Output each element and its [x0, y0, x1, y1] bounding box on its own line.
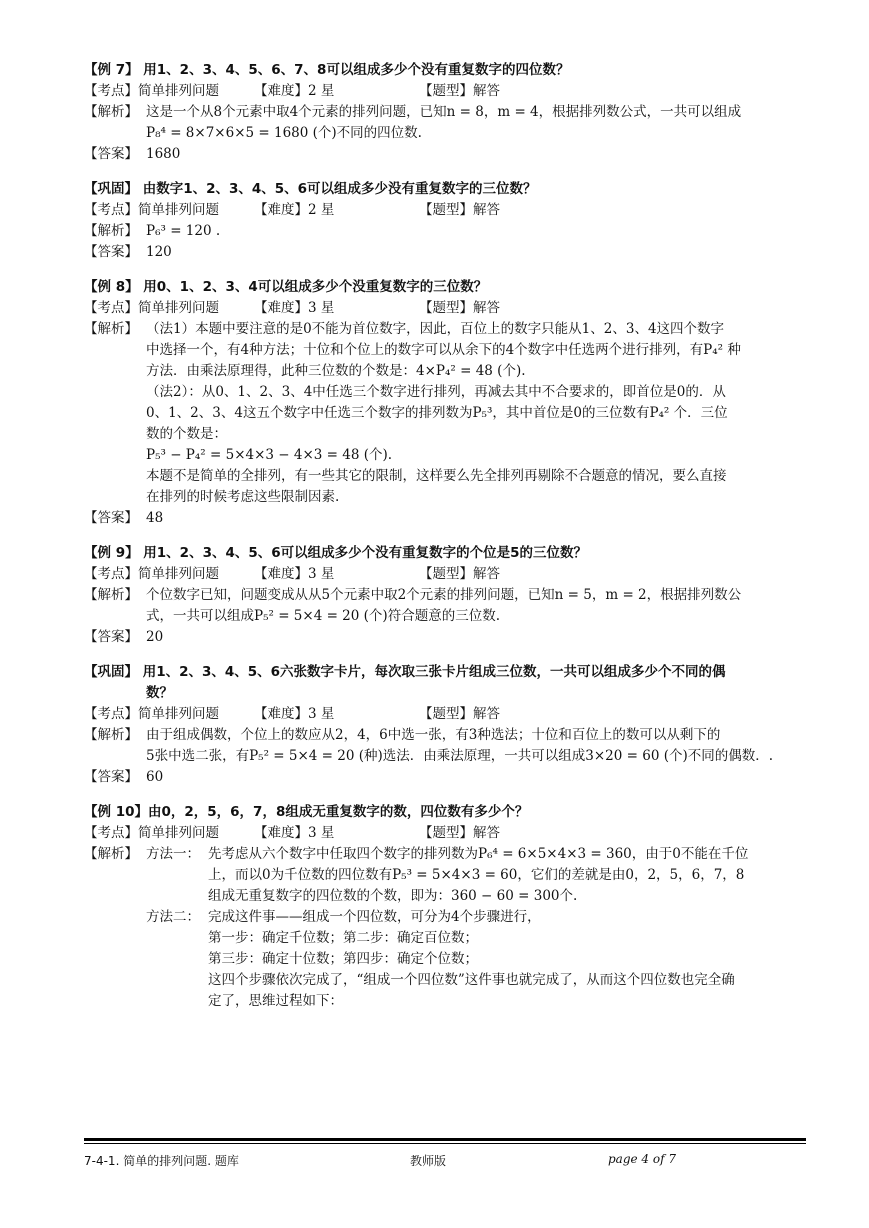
difficulty: 【难度】3 星 — [254, 566, 335, 582]
question-type: 【题型】解答 — [419, 83, 500, 99]
answer — [84, 627, 809, 648]
footer-page-number: page 4 of 7 — [608, 1152, 676, 1166]
meta-row — [84, 81, 809, 102]
question-type: 【题型】解答 — [419, 825, 500, 841]
problem-block — [84, 60, 809, 165]
analysis-line: 在排列的时候考虑这些限制因素. — [146, 489, 340, 505]
meta-row — [84, 704, 809, 725]
method-two-line: 定了，思维过程如下： — [208, 993, 343, 1009]
question-title: 【例 10】由0，2，5，6，7，8组成无重复数字的数，四位数有多少个？ — [84, 804, 529, 820]
topic-value: 简单排列问题 — [138, 566, 219, 582]
question-title: 【巩固】 用1、2、3、4、5、6六张数字卡片，每次取三张卡片组成三位数，一共可以组成多少个不同的偶 — [84, 664, 726, 680]
answer-label: 【答案】 — [84, 146, 138, 162]
problem-block — [84, 179, 809, 263]
method-one — [146, 844, 809, 907]
analysis-label: 【解析】 — [84, 223, 138, 239]
topic-value: 简单排列问题 — [138, 706, 219, 722]
analysis — [84, 102, 809, 144]
analysis-line: （法1）本题中要注意的是0不能为首位数字，因此，百位上的数字只能从1、2、3、4这四个数字 — [146, 321, 725, 337]
footer-course-title: 7-4-1. 简单的排列问题. 题库 — [84, 1154, 239, 1168]
question-type: 【题型】解答 — [419, 202, 500, 218]
method-two — [146, 907, 809, 1012]
question-title: 【例 9】 用1、2、3、4、5、6可以组成多少个没有重复数字的个位是5的三位数？ — [84, 545, 588, 561]
analysis — [84, 221, 809, 242]
method-one-line: 组成无重复数字的四位数的个数，即为：360 − 60 = 300个. — [208, 888, 578, 904]
analysis-label: 【解析】 — [84, 104, 138, 120]
analysis-label: 【解析】 — [84, 587, 138, 603]
meta-row — [84, 298, 809, 319]
problem-block — [84, 662, 809, 788]
question-title-continued: 数？ — [146, 685, 173, 701]
method-two-label: 方法二： — [146, 909, 200, 925]
topic-label: 【考点】 — [84, 566, 138, 582]
answer-label: 【答案】 — [84, 629, 138, 645]
analysis-line: 方法．由乘法原理得，此种三位数的个数是：4×P₄² = 48 (个). — [146, 363, 526, 379]
topic-label: 【考点】 — [84, 300, 138, 316]
problem-block — [84, 802, 809, 1012]
answer-value: 1680 — [146, 146, 181, 162]
topic-value: 简单排列问题 — [138, 202, 219, 218]
topic — [84, 81, 254, 102]
analysis — [84, 844, 809, 1012]
analysis — [84, 585, 809, 627]
topic-label: 【考点】 — [84, 83, 138, 99]
topic — [84, 564, 254, 585]
topic — [84, 298, 254, 319]
analysis-line: 中选择一个，有4种方法；十位和个位上的数字可以从余下的4个数字中任选两个进行排列，有P₄² 种 — [146, 342, 741, 358]
topic-label: 【考点】 — [84, 706, 138, 722]
analysis-line: 式，一共可以组成P₅² = 5×4 = 20 (个)符合题意的三位数. — [146, 608, 500, 624]
analysis-line: 0、1、2、3、4这五个数字中任选三个数字的排列数为P₅³，其中首位是0的三位数有P₄² 个．三位 — [146, 405, 728, 421]
method-two-line: 完成这件事——组成一个四位数，可分为4个步骤进行， — [208, 909, 541, 925]
question-title: 【例 8】 用0、1、2、3、4可以组成多少个没重复数字的三位数？ — [84, 279, 488, 295]
topic — [84, 823, 254, 844]
analysis-line: 个位数字已知，问题变成从从5个元素中取2个元素的排列问题，已知n = 5，m = 2，根据排列数公 — [146, 587, 742, 603]
analysis-line: （法2）：从0、1、2、3、4中任选三个数字进行排列，再减去其中不合要求的，即首位是0的．从 — [146, 384, 726, 400]
analysis-line: 本题不是简单的全排列，有一些其它的限制，这样要么先全排列再剔除不合题意的情况，要么直接 — [146, 468, 727, 484]
difficulty: 【难度】2 星 — [254, 202, 335, 218]
method-two-line: 这四个步骤依次完成了，“组成一个四位数”这件事也就完成了，从而这个四位数也完全确 — [208, 972, 735, 988]
analysis-label: 【解析】 — [84, 846, 138, 862]
meta-row — [84, 564, 809, 585]
answer — [84, 242, 809, 263]
answer-label: 【答案】 — [84, 769, 138, 785]
question-type: 【题型】解答 — [419, 300, 500, 316]
difficulty: 【难度】3 星 — [254, 300, 335, 316]
answer-label: 【答案】 — [84, 510, 138, 526]
topic-value: 简单排列问题 — [138, 300, 219, 316]
method-two-line: 第一步：确定千位数；第二步：确定百位数； — [208, 930, 478, 946]
difficulty: 【难度】2 星 — [254, 83, 335, 99]
question-type: 【题型】解答 — [419, 566, 500, 582]
question-type: 【题型】解答 — [419, 706, 500, 722]
document-body — [84, 60, 809, 1026]
difficulty: 【难度】3 星 — [254, 706, 335, 722]
footer-rule-thick — [84, 1138, 806, 1141]
method-one-line: 上，而以0为千位数的四位数有P₅³ = 5×4×3 = 60，它们的差就是由0，2，5，6，7，8 — [208, 867, 745, 883]
analysis-line: 由于组成偶数，个位上的数应从2，4，6中选一张，有3种选法；十位和百位上的数可以从剩下的 — [146, 727, 721, 743]
method-one-line: 先考虑从六个数字中任取四个数字的排列数为P₆⁴ = 6×5×4×3 = 360，由于0不能在千位 — [208, 846, 749, 862]
topic-value: 简单排列问题 — [138, 83, 219, 99]
topic-value: 简单排列问题 — [138, 825, 219, 841]
footer-edition: 教师版 — [410, 1154, 447, 1168]
answer-value: 48 — [146, 510, 164, 526]
meta-row — [84, 200, 809, 221]
analysis-label: 【解析】 — [84, 727, 138, 743]
meta-row — [84, 823, 809, 844]
analysis-line: P₆³ = 120 . — [146, 223, 221, 239]
answer — [84, 767, 809, 788]
difficulty: 【难度】3 星 — [254, 825, 335, 841]
topic-label: 【考点】 — [84, 202, 138, 218]
topic — [84, 704, 254, 725]
analysis-line: 数的个数是： — [146, 426, 227, 442]
answer-value: 120 — [146, 244, 172, 260]
analysis-line: 这是一个从8个元素中取4个元素的排列问题，已知n = 8，m = 4，根据排列数公式，一共可以组成 — [146, 104, 742, 120]
analysis-label: 【解析】 — [84, 321, 138, 337]
analysis-line: P₅³ − P₄² = 5×4×3 − 4×3 = 48 (个). — [146, 447, 393, 463]
topic — [84, 200, 254, 221]
question-title: 【例 7】 用1、2、3、4、5、6、7、8可以组成多少个没有重复数字的四位数？ — [84, 62, 570, 78]
method-two-line: 第三步：确定十位数；第四步：确定个位数； — [208, 951, 478, 967]
method-one-label: 方法一： — [146, 846, 200, 862]
answer-value: 20 — [146, 629, 164, 645]
answer-value: 60 — [146, 769, 164, 785]
footer-rule-thin — [84, 1143, 806, 1144]
problem-block — [84, 277, 809, 529]
analysis — [84, 725, 809, 767]
page-footer — [84, 1138, 806, 1172]
analysis-line: P₈⁴ = 8×7×6×5 = 1680 (个)不同的四位数. — [146, 125, 422, 141]
answer — [84, 144, 809, 165]
answer — [84, 508, 809, 529]
analysis-line: 5张中选二张，有P₅² = 5×4 = 20 (种)选法．由乘法原理，一共可以组成3×20 = 60 (个)不同的偶数．. — [146, 748, 774, 764]
answer-label: 【答案】 — [84, 244, 138, 260]
problem-block — [84, 543, 809, 648]
question-title: 【巩固】 由数字1、2、3、4、5、6可以组成多少没有重复数字的三位数？ — [84, 181, 537, 197]
analysis — [84, 319, 809, 508]
topic-label: 【考点】 — [84, 825, 138, 841]
